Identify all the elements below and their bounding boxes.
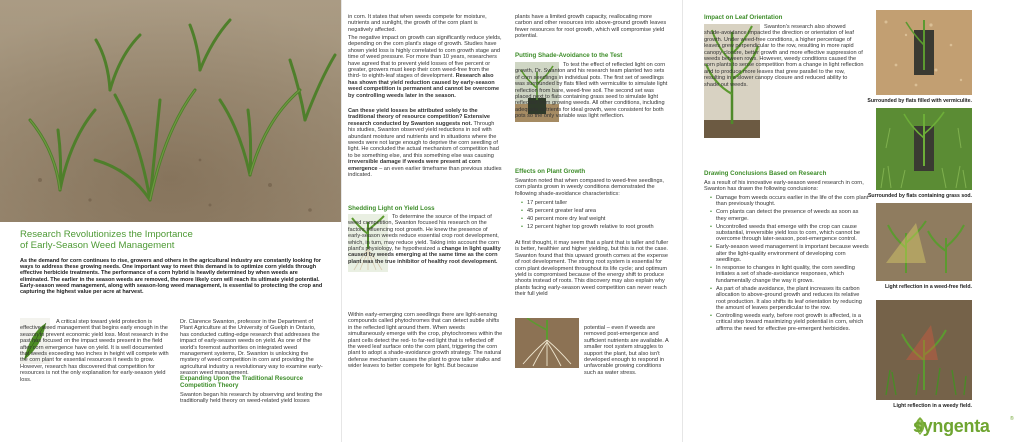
col3-p3-text: Through his studies, Swanton observed yield reductions in soil with abundant moisture and nutrients and in situations where the weeds were not large enough to deprive the corn seedling of light. He concluded the actual mechanism of competition had to be something else, and this something else was causing: [348, 120, 499, 159]
col2-paragraph2: Swanton began his research by observing and testing the traditionally held theory on weed-related yield losses: [180, 392, 323, 405]
shade-avoidance-list: [521, 200, 675, 232]
caption-weedy: Light reflection in a weedy field.: [893, 403, 972, 409]
list-item: • 17 percent taller: [527, 200, 675, 206]
col4-paragraph2: To test the effect of reflected light on corn growth, Dr. Swanton and his research team planted two sets of corn seedlings in individual pots. The first set of seedlings was surrounded by flats filled with vermiculite to simulate light reflection from bare, weed-free soil. The second set was placed next to flats containing grass seed to simulate light reflection from growing weeds. All other conditions, including adequate nutrients for ideal growth, were consistent for both pots so the only variable was light reflection.: [515, 62, 668, 120]
col5-paragraph1: [704, 24, 864, 88]
col3-p2-bold: Research also has shown that yield reduction caused by early-season weed competition is permanent and cannot be overcome by controlling weeds later in the season.: [348, 73, 500, 99]
col4-paragraph4: At first thought, it may seem that a plant that is taller and fuller is better, healthier and higher yielding, but this is not the case. Swanton found that this upward growth comes at the expense of root development. The strong root system is essential for corn plant development throughout its life cycle; and optimum yield is compromised because of the energy shift to produce shoots instead of roots. This discovery may also explain why plants facing early-season weed competition can never reach their full yield: [515, 240, 669, 298]
list-item: • Corn plants can detect the presence of weeds as soon as they emerge.: [716, 209, 870, 222]
hero-title-line1: Research Revolutionizes the Importance: [20, 229, 193, 240]
col2-paragraph1: Dr. Clarence Swanton, professor in the Department of Plant Agriculture at the University of Guelph in Ontario, has conducted cutting-edge research that addresses the impact of early-season weeds on yield. As one of the world's foremost authorities on integrated weed management systems, Dr. Swanton is unlocking the mystery of weed competition in corn and providing the agricultural industry a revolutionary way to examine early-season weed management.: [180, 319, 323, 377]
col5-paragraph2: As a result of his innovative early-season weed research in corn, Swanton has drawn the following conclusions:: [704, 180, 864, 193]
brand-name: syngenta: [913, 416, 990, 436]
root-system-photo: [515, 318, 579, 368]
col3-p3-text2: – an even earlier timeframe than previous studies indicated.: [348, 165, 502, 179]
col3-p3-bold2: irreversible damage if weeds were present at corn emergence: [348, 159, 481, 172]
col5-heading1: Impact on Leaf Orientation: [704, 14, 783, 21]
col3-p4-bold: change in light quality caused by weeds emerging at the same time as the corn plant was the true inhibitor of healthy root development.: [348, 246, 501, 265]
weed-free-field-icon: [876, 203, 972, 281]
col4-paragraph5: potential – even if weeds are removed post-emergence and sufficient nutrients are available. A smaller root system struggles to support the plant, but also isn't developed enough to respond in unfavorable growing conditions such as water stress.: [584, 325, 669, 376]
col1-paragraph: A critical step toward yield protection is effective weed management that begins early enough in the season to prevent economic yield loss. Most research in the past has focused on the impact weeds present in the field after corn emergence have on yield. It is well documented that weeds exceeding two inches in height will compete with the corn plant for essential resources it needs to grow. However, research has discovered that competition for resources is not the only explanation for early-season yield loss.: [20, 319, 169, 383]
col3-p2-text: The negative impact on growth can significantly reduce yields, depending on the corn plant's stage of growth. Studies have shown yield loss is highly correlated to corn growth stage and time of weed pressure. For more than 10 years, researchers have agreed that to prevent yield losses of five percent or greater, growers must keep their corn weed-free from the third- to eighth-leaf stages of development.: [348, 35, 502, 80]
col3-heading: Shedding Light on Yield Loss: [348, 205, 435, 212]
syngenta-logo: [913, 414, 1017, 438]
col4-heading2: Effects on Plant Growth: [515, 168, 586, 175]
col3-p3-bold: Can these yield losses be attributed solely to the traditional theory of resource competition? Extensive research conducted by Swanton suggests not.: [348, 108, 491, 127]
intro-paragraph: As the demand for corn continues to rise, growers and others in the agricultural industry are constantly looking for ways to address these growing needs. One important way to meet this demand is to optimize corn yields through effective herbicide treatments. The performance of a corn hybrid is heavily determined by when weeds are eliminated. The earlier in the season weeds are removed, the more likely corn will reach its ultimate yield potential. Early-season weed management, along with season-long weed management, is essential to protecting the crop and capturing the highest value per acre at harvest.: [20, 258, 323, 296]
list-item: • Early-season weed management is important because weeds alter the light-quality environment of developing corn seedlings.: [716, 244, 870, 263]
list-item: • In response to changes in light quality, the corn seedling initiates a set of shade-avoidance responses, which fundamentally change the way it grows.: [716, 265, 870, 284]
col5-p1-text: Swanton's research also showed shade-avoidance impacted the direction or orientation of leaf growth. Under weed-free conditions, a higher percentage of leaves grew perpendicular to the row, resulting in more rapid canopy closure, better growth and more effective suppression of weeds between rows. However, weedy conditions caused the corn plants to sense competition from a change in light reflection and to produce more leaves that grew parallel to the row, resulting in a slower canopy closure and reduced ability to shade out weeds.: [704, 24, 864, 88]
col2-heading: Expanding Upon the Traditional Resource Competition Theory: [180, 375, 304, 389]
weed-free-field-photo: [876, 203, 972, 281]
caption-grass-sod: Surrounded by flats containing grass sod.: [867, 193, 972, 199]
list-item: • 45 percent greater leaf area: [527, 208, 675, 214]
conclusions-list: [710, 195, 870, 334]
col3-paragraph3: [348, 108, 503, 178]
caption-weed-free: Light reflection in a weed-free field.: [884, 284, 972, 290]
col4-paragraph3: Swanton noted that when compared to weed-free seedlings, corn plants grown in weedy conditions demonstrated the following shade-avoidance characteristics:: [515, 178, 664, 197]
col4-heading1: Putting Shade-Avoidance to the Test: [515, 52, 623, 59]
brand-registered-mark: ®: [1010, 416, 1014, 422]
panel-divider: [682, 0, 683, 442]
col3-paragraph5: Within early-emerging corn seedlings there are light-sensing compounds called phytochromes that can detect subtle shifts in the reflected light around them. When weeds simultaneously emerge with the crop, phytochromes within the plant cells detect the red- to far-red light that is reflected off the weed leaf surface onto the corn plant, triggering the corn plant to adopt a shade-avoidance growth strategy. The natural defense mechanism causes the plant to grow taller stalks and wider leaves to better compete for light. But because: [348, 312, 503, 370]
vermiculite-flats-photo: [876, 10, 972, 95]
corn-root-icon: [515, 318, 579, 368]
list-item: • Damage from weeds occurs earlier in the life of the corn plant than previously thought.: [716, 195, 870, 208]
grass-sod-photo: [876, 108, 972, 190]
col5-heading2: Drawing Conclusions Based on Research: [704, 170, 827, 177]
hero-cornfield-photo: [0, 0, 341, 222]
weedy-field-photo: [876, 300, 972, 400]
list-item: • 40 percent more dry leaf weight: [527, 216, 675, 222]
col3-p4-text: To determine the source of the impact of weed competition, Swanton focused his research on the factors influencing root growth. He knew the presence of early-season weeds reduce essential crop root development, which, in turn, may reduce yield. Taking into account the corn plant's physiology, he hypothesized a: [348, 214, 500, 253]
corn-seedlings-illustration: [0, 0, 341, 222]
vermiculite-icon: [876, 10, 972, 95]
col3-paragraph4: [348, 214, 503, 265]
col4-paragraph1: plants have a limited growth capacity, reallocating more carbon and other resources into above-ground growth leaves fewer resources for root growth, which will compromise yield potential.: [515, 14, 667, 40]
list-item: • Controlling weeds early, before root growth is affected, is a critical step toward maximizing yield potential in corn, which affirms the need for effective pre-emergent herbicides.: [716, 313, 870, 332]
hero-title-line2: of Early-Season Weed Management: [20, 239, 175, 251]
weedy-field-icon: [876, 300, 972, 400]
grass-sod-icon: [876, 108, 972, 190]
caption-vermiculite: Surrounded by flats filled with vermiculite.: [867, 98, 972, 104]
list-item: • 12 percent higher top growth relative to root growth: [527, 224, 675, 230]
col3-paragraph1: in corn. It states that when weeds compete for moisture, nutrients and sunlight, the growth of the corn plant is negatively affected.: [348, 14, 487, 33]
col3-paragraph2: [348, 35, 503, 99]
list-item: • As part of shade avoidance, the plant increases its carbon allocation to above-ground growth and reduces its relative root production. It also shifts its leaf orientation by reducing the amount of leaves perpendicular to the row.: [716, 286, 870, 312]
hero-title: [20, 230, 320, 251]
panel-divider: [341, 0, 342, 442]
list-item: • Uncontrolled weeds that emerge with the crop can cause substantial, irreversible yield loss to corn, which cannot be overcome through later-season, post-emergence control.: [716, 224, 870, 243]
